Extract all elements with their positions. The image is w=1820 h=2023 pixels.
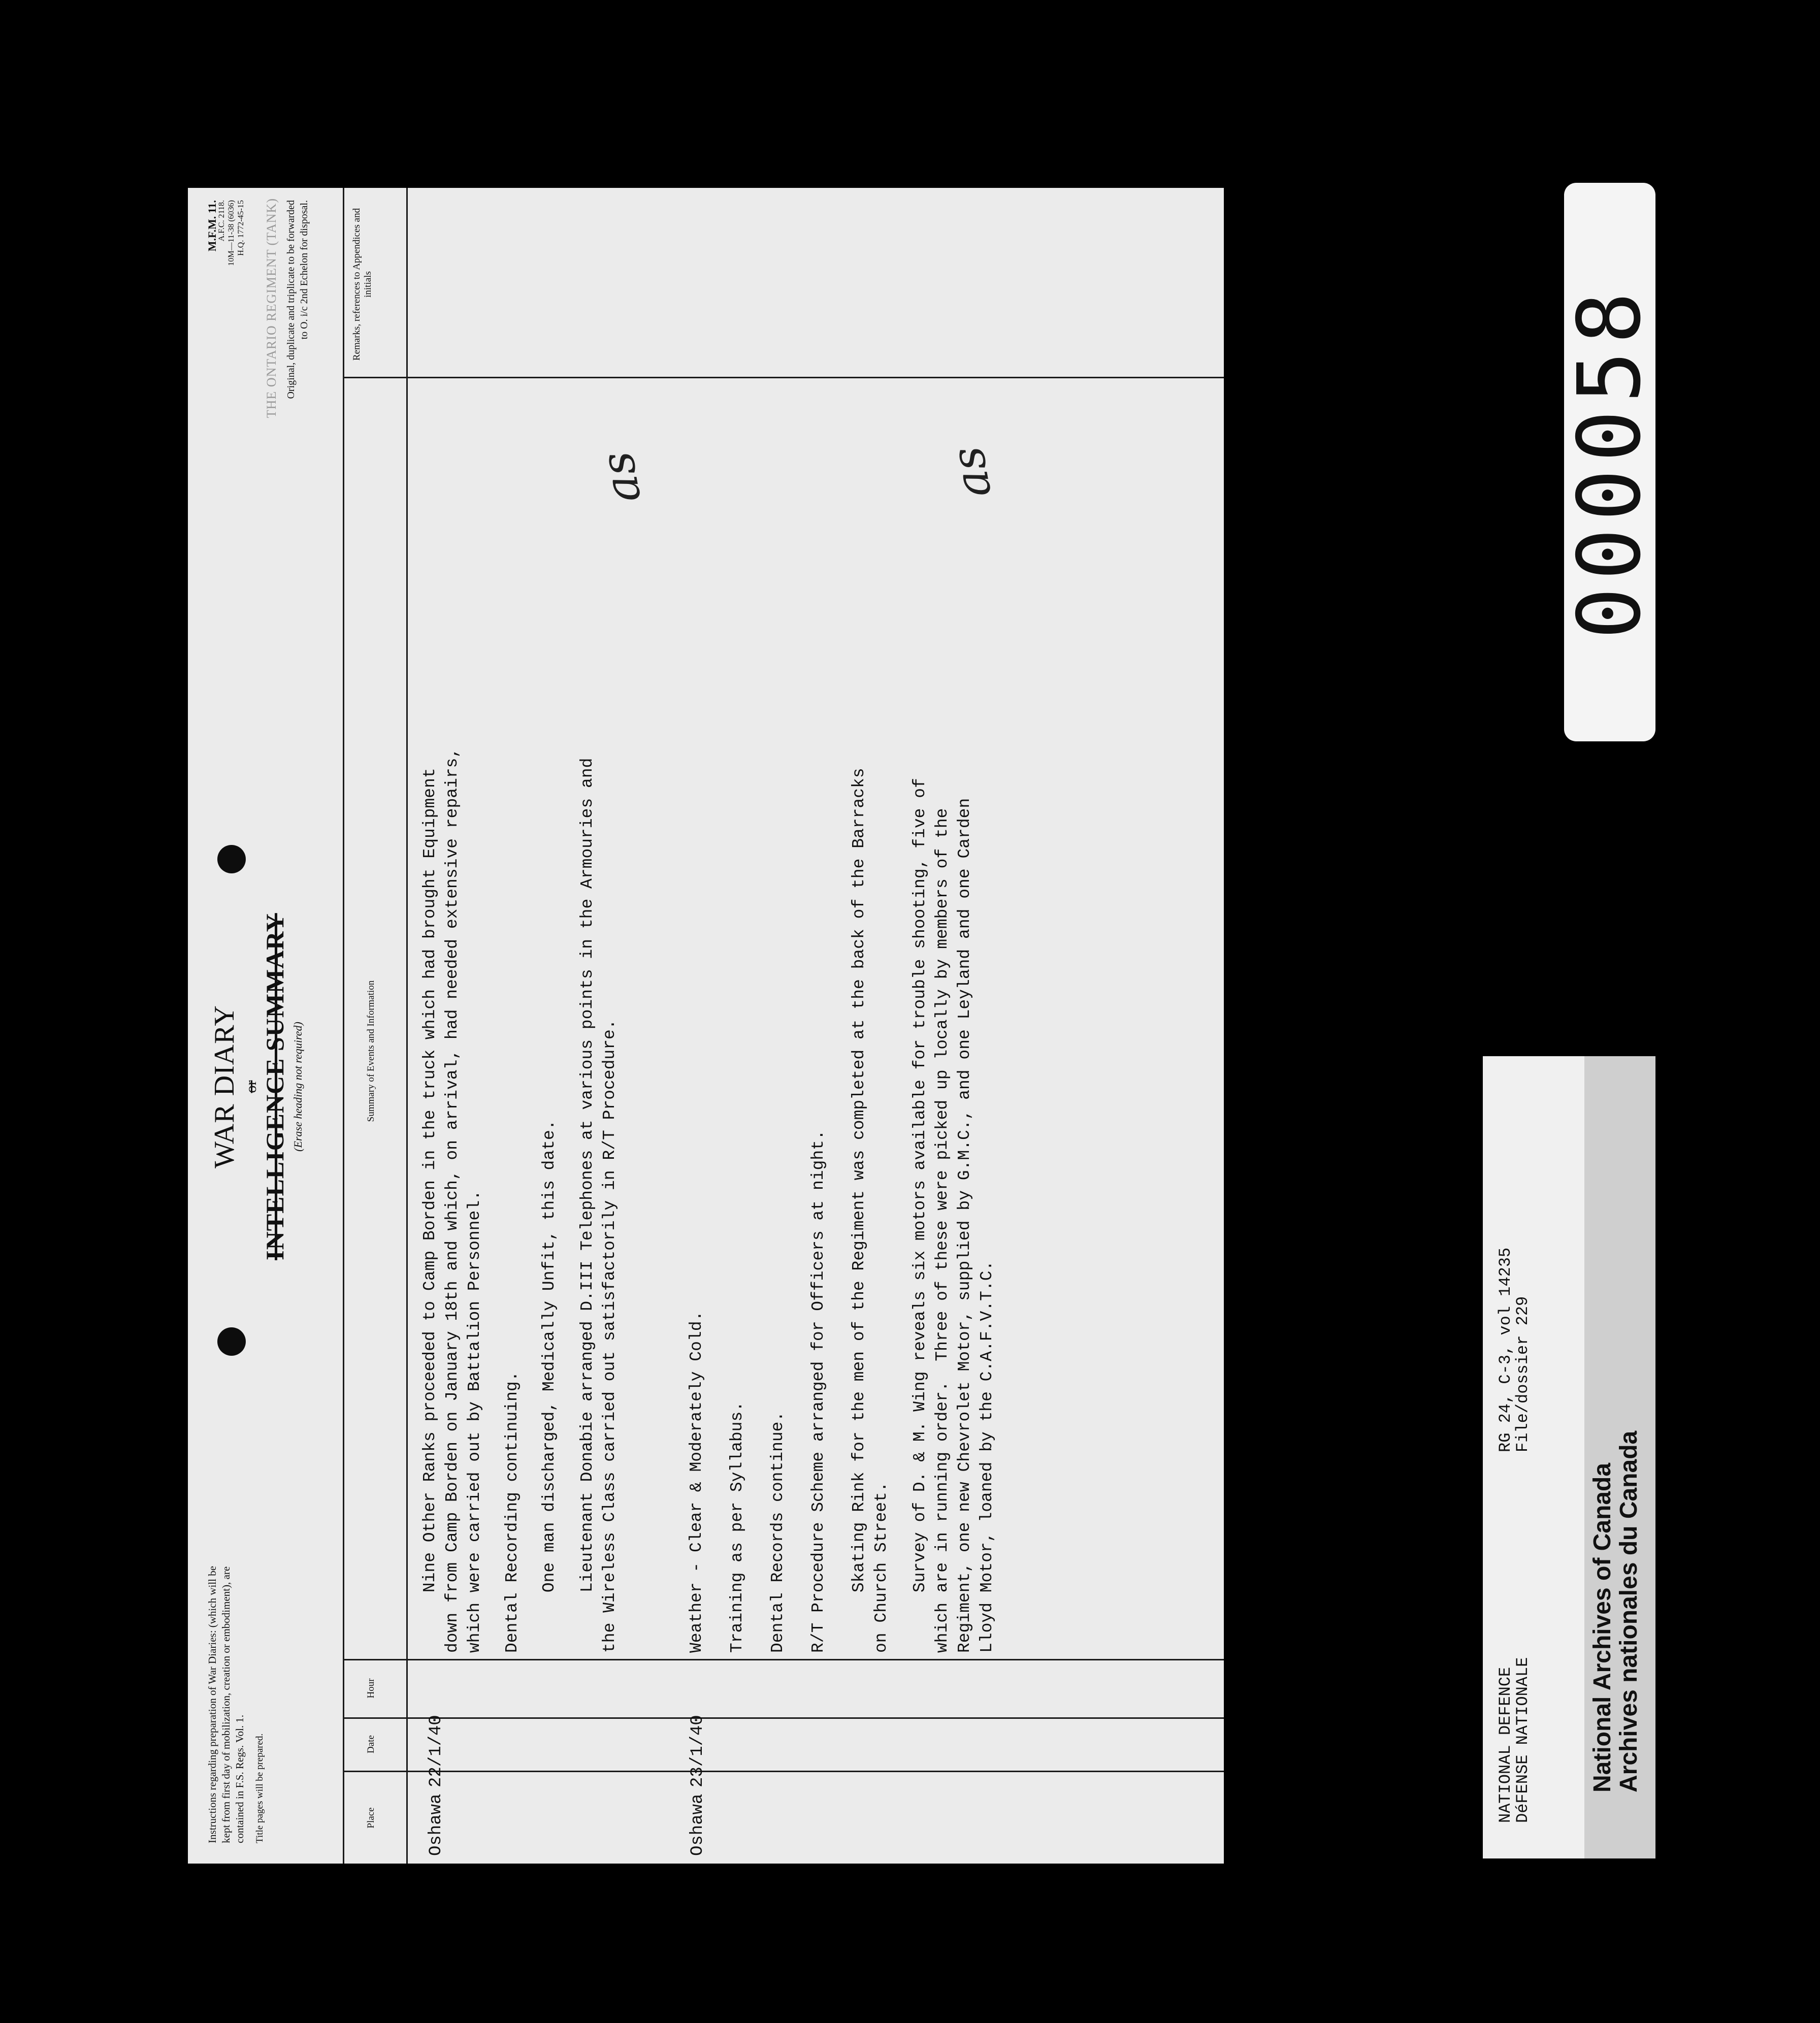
column-header-rule xyxy=(406,188,408,1864)
forwarding-note-line-2: to O. i/c 2nd Echelon for disposal. xyxy=(299,200,310,340)
defence-line-en: NATIONAL DEFENCE xyxy=(1496,1667,1515,1823)
form-ref-1: A.F.C. 2118. xyxy=(217,200,226,242)
date-day-1: 22/1/40 xyxy=(427,1715,446,1787)
col-date: Date xyxy=(366,1735,376,1753)
entry-day1-1: Nine Other Ranks proceeded to Camp Borden in the truck which had brought Equipment down from Camp Borden on January 18th and which, on arrival, had needed extensive repairs, which were carried out by Battalion Personnel. xyxy=(420,747,484,1653)
rg-reference: RG 24, C-3, vol 14235 xyxy=(1496,1247,1515,1452)
entry-day1-4: Lieutenant Donabie arranged D.III Telephones at various points in the Armouries and the Wireless Class carried out satisfactorily in R/T Procedure. xyxy=(578,758,619,1653)
entry-day2-4: R/T Procedure Scheme arranged for Officers at night. xyxy=(809,1130,828,1653)
header-rule xyxy=(343,188,344,1864)
form-ref-2: 10M—11-38 (6036) xyxy=(227,200,236,266)
title-or: or xyxy=(243,1080,259,1093)
form-ref-3: H.Q. 1772-45-15 xyxy=(237,200,245,256)
intelligence-summary-heading: INTELLIGENCE SUMMARY xyxy=(261,913,289,1260)
entry-day2-5: Skating Rink for the men of the Regiment was completed at the back of the Barracks on Church Street. xyxy=(850,768,891,1653)
initials-day-1: as xyxy=(590,447,652,507)
forwarding-note-line-1: Original, duplicate and triplicate to be forwarded xyxy=(285,200,297,399)
binder-hole-right xyxy=(217,845,246,873)
archives-name-fr: Archives nationales du Canada xyxy=(1615,1430,1642,1792)
initials-day-2: as xyxy=(940,442,1002,502)
col-place: Place xyxy=(366,1807,376,1829)
hour-summary-divider xyxy=(343,1659,1224,1660)
defence-line-fr: DéFENSE NATIONALE xyxy=(1513,1657,1532,1823)
instructions-text: Instructions regarding preparation of War Diaries: (which will be kept from first day of mobilization, creation or embodiment), are contained in F.S. Regs. Vol. 1. xyxy=(206,1565,246,1843)
place-day-2: Oshawa xyxy=(688,1793,707,1856)
frame-counter xyxy=(1559,183,1660,741)
war-diary-sheet-wrapper xyxy=(188,188,1224,1864)
col-hour: Hour xyxy=(366,1678,376,1699)
archive-label-wrapper xyxy=(1483,1056,1655,1858)
date-hour-divider xyxy=(343,1717,1224,1719)
defence-lines xyxy=(1497,1657,1532,1823)
war-diary-sheet xyxy=(188,188,1224,1864)
instructions-block xyxy=(206,1559,273,1843)
entry-day2-3: Dental Records continue. xyxy=(768,1411,787,1653)
col-summary: Summary of Events and Information xyxy=(366,980,376,1122)
frame-number: 000058 xyxy=(1559,284,1660,640)
erase-heading-note: (Erase heading not required) xyxy=(291,1022,304,1152)
archives-name xyxy=(1589,1431,1642,1792)
frame-counter-wrapper xyxy=(1559,183,1660,741)
entry-day1-3: One man discharged, Medically Unfit, this date. xyxy=(540,1120,559,1653)
date-day-2: 23/1/40 xyxy=(688,1715,707,1787)
archive-label xyxy=(1483,1056,1655,1858)
place-date-divider xyxy=(343,1771,1224,1772)
heading-block xyxy=(208,904,305,1269)
archives-name-en: National Archives of Canada xyxy=(1589,1462,1616,1792)
entry-day2-6: Survey of D. & M. Wing reveals six motors available for trouble shooting, five of which are in running order. Three of these were picked up locally by members of the Regiment, one new Chevrolet Motor, supplied by G.M.C., and one Leyland and one Carden Lloyd Motor, loaned by the C.A.F.V.T.C. xyxy=(911,778,996,1653)
binder-hole-left xyxy=(217,1327,246,1356)
place-day-1: Oshawa xyxy=(427,1793,446,1856)
title-pages-note: Title pages will be prepared. xyxy=(254,1733,265,1843)
summary-remarks-divider xyxy=(343,377,1224,378)
forwarding-note xyxy=(284,200,311,586)
file-reference xyxy=(1497,1248,1532,1452)
unit-stamp: THE ONTARIO REGIMENT (TANK) xyxy=(264,198,279,418)
col-remarks: Remarks, references to Appendices and initials xyxy=(351,208,373,361)
file-dossier: File/dossier 229 xyxy=(1513,1296,1532,1452)
page-title: WAR DIARY xyxy=(209,1005,240,1168)
form-code: M.F.M. 11. xyxy=(206,200,218,252)
entry-day1-2: Dental Recording continuing. xyxy=(503,1371,522,1653)
entry-day2-2: Training as per Syllabus. xyxy=(728,1401,746,1653)
form-reference xyxy=(207,200,246,393)
entry-day2-1: Weather - Clear & Moderately Cold. xyxy=(687,1311,706,1653)
